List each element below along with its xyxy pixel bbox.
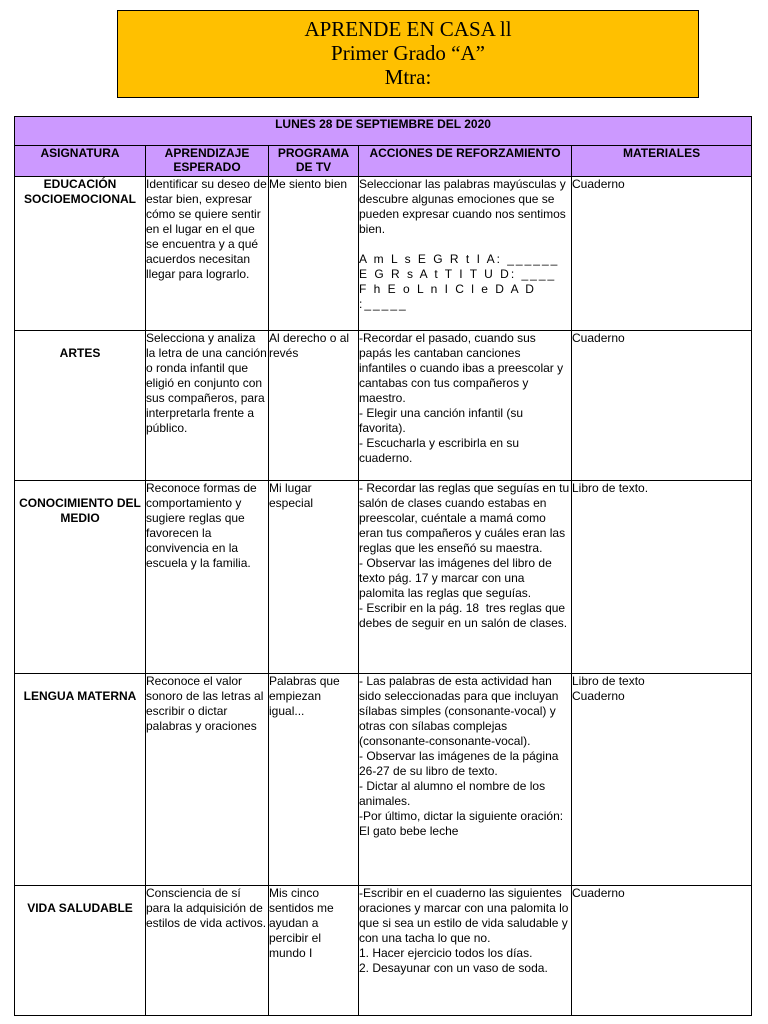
actions-text: Seleccionar las palabras mayúsculas y descubre algunas emociones que se pueden expresar cuando nos sentimos bien. — [359, 177, 570, 236]
materials-cell: Libro de texto. — [572, 481, 752, 674]
learning-cell: Selecciona y analiza la letra de una canción o ronda infantil que eligió en conjunto con sus compañeros, para interpretarla frente a público. — [146, 331, 269, 481]
materials-text: Libro de texto Cuaderno — [572, 674, 645, 703]
table-row — [15, 886, 752, 1016]
column-header-tv: PROGRAMA DE TV — [269, 146, 359, 177]
learning-cell: Reconoce el valor sonoro de las letras al escribir o dictar palabras y oraciones — [146, 674, 269, 886]
actions-cell — [359, 331, 572, 481]
materials-cell: Cuaderno — [572, 177, 752, 331]
materials-cell — [572, 674, 752, 886]
actions-text: -Escribir en el cuaderno las siguientes oraciones y marcar con una palomita lo que si sea un estilo de vida saludable y con una tacha lo que no. 1. Hacer ejercicio todos los días. 2. Desayunar con un vaso de soda. — [359, 886, 569, 975]
document-header — [117, 10, 699, 98]
header-teacher: Mtra: — [384, 65, 432, 89]
tv-program-cell: Al derecho o al revés — [269, 331, 359, 481]
actions-cell — [359, 177, 572, 331]
header-grade: Primer Grado “A” — [331, 41, 485, 65]
letter-puzzle-2: E G R s A t T I T U D: ____ — [359, 267, 557, 281]
subject-cell: VIDA SALUDABLE — [15, 886, 146, 1016]
learning-cell: Identificar su deseo de estar bien, expresar cómo se quiere sentir en el lugar en el que se encuentra y a qué acuerdos necesitan llegar para lograrlo. — [146, 177, 269, 331]
subject-cell: ARTES — [15, 331, 146, 481]
tv-program-cell: Mis cinco sentidos me ayudan a percibir el mundo I — [269, 886, 359, 1016]
column-header-learning: APRENDIZAJE ESPERADO — [146, 146, 269, 177]
table-row — [15, 177, 752, 331]
learning-cell: Consciencia de sí para la adquisición de estilos de vida activos. — [146, 886, 269, 1016]
subject-cell: LENGUA MATERNA — [15, 674, 146, 886]
actions-text: - Las palabras de esta actividad han sido seleccionadas para que incluyan sílabas simples (consonante-vocal) y otras con sílabas complejas (consonante-consonante-vocal). - Observar las imágenes de la página 26-27 de su libro de texto. - Dictar al alumno el nombre de los animales. -Por último, dictar la siguiente oración: El gato bebe leche — [359, 674, 564, 838]
tv-program-cell: Me siento bien — [269, 177, 359, 331]
actions-text: - Recordar las reglas que seguías en tu salón de clases cuando estabas en preescolar, cuéntale a mamá como eran tus compañeros y cuáles eran las reglas que les enseñó su maestra. - Observar las imágenes del libro de texto pág. 17 y marcar con una palomita las reglas que seguías. - Escribir en la pág. 18 tres reglas que debes de seguir en un salón de clases. — [359, 481, 570, 630]
column-header-actions: ACCIONES DE REFORZAMIENTO — [359, 146, 572, 177]
table-row — [15, 674, 752, 886]
subject-cell: EDUCACIÓN SOCIOEMOCIONAL — [15, 177, 146, 331]
header-title: APRENDE EN CASA ll — [304, 17, 512, 41]
tv-program-cell: Mi lugar especial — [269, 481, 359, 674]
table-row — [15, 331, 752, 481]
lesson-plan-table — [14, 116, 752, 1016]
materials-cell: Cuaderno — [572, 331, 752, 481]
subject-cell: CONOCIMIENTO DEL MEDIO — [15, 481, 146, 674]
actions-text: -Recordar el pasado, cuando sus papás les cantaban canciones infantiles o cuando ibas a preescolar y cantabas con tus compañeros y maestro. - Elegir una canción infantil (su favorita). - Escucharla y escribirla en su cuaderno. — [359, 331, 564, 465]
tv-program-cell: Palabras que empiezan igual... — [269, 674, 359, 886]
materials-cell: Cuaderno — [572, 886, 752, 1016]
column-header-materials: MATERIALES — [572, 146, 752, 177]
actions-cell — [359, 481, 572, 674]
column-header-subject: ASIGNATURA — [15, 146, 146, 177]
actions-cell — [359, 674, 572, 886]
column-header-row — [15, 146, 752, 177]
actions-cell — [359, 886, 572, 1016]
letter-puzzle-3: F h E o L n I C l e D A D :_____ — [359, 282, 536, 311]
date-row — [15, 117, 752, 146]
learning-cell: Reconoce formas de comportamiento y sugiere reglas que favorecen la convivencia en la escuela y la familia. — [146, 481, 269, 674]
table-row — [15, 481, 752, 674]
letter-puzzle-1: A m L s E G R t I A: ______ — [359, 252, 560, 266]
date-title: LUNES 28 DE SEPTIEMBRE DEL 2020 — [15, 117, 752, 146]
